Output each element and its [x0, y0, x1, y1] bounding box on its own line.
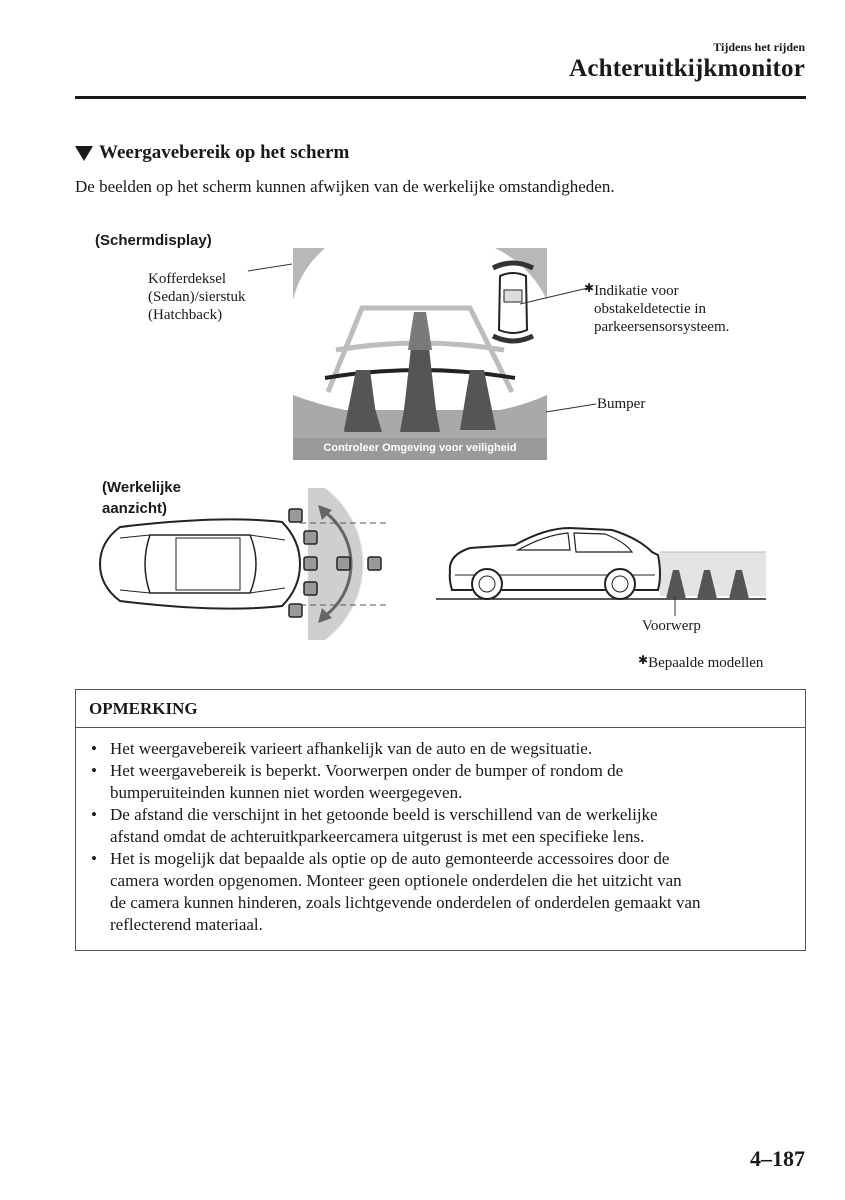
note-item: [89, 738, 795, 760]
intro-text: De beelden op het scherm kunnen afwijken van de werkelijke omstandigheden.: [75, 177, 615, 196]
page-number: 4–187: [750, 1146, 805, 1171]
note-item-line: Het is mogelijk dat bepaalde als optie op de auto gemonteerde accessoires door de: [110, 849, 670, 868]
callout-trunk: [148, 270, 245, 324]
callout-object: Voorwerp: [642, 618, 701, 634]
callout-sensor: [584, 282, 729, 336]
bullet-icon: •: [91, 739, 97, 758]
note-title: OPMERKING: [76, 690, 805, 728]
note-item: [89, 760, 795, 804]
note-item-line: de camera kunnen hinderen, zoals lichtgevende onderdelen of onderdelen gemaakt van: [110, 893, 701, 912]
callout-trunk-line-3: (Hatchback): [148, 307, 223, 323]
note-item-line: De afstand die verschijnt in het getoonde beeld is verschillend van de werkelijke: [110, 805, 658, 824]
bullet-icon: •: [91, 805, 97, 824]
note-item-line: camera worden opgenomen. Monteer geen optionele onderdelen die het uitzicht van: [110, 871, 682, 890]
screen-caption: Controleer Omgeving voor veiligheid: [323, 442, 517, 454]
note-list: [76, 728, 805, 936]
asterisk-mark: ✱: [584, 281, 595, 295]
actual-view-label: [102, 477, 181, 519]
footnote-asterisk: ✱: [638, 653, 649, 667]
actual-view-label-line-1: (Werkelijke: [102, 479, 181, 496]
callout-sensor-text-1: Indikatie voor: [594, 283, 679, 299]
note-item-line: Het weergavebereik is beperkt. Voorwerpen onder de bumper of rondom de: [110, 761, 624, 780]
callout-sensor-line-1: [584, 282, 729, 300]
actual-view-label-line-2: aanzicht): [102, 500, 168, 517]
callout-bumper: Bumper: [597, 396, 646, 412]
callout-line-bumper: [546, 404, 596, 412]
section-heading-text: Weergavebereik op het scherm: [99, 142, 350, 163]
callout-trunk-line-1: Kofferdeksel: [148, 271, 227, 287]
callout-trunk-line-2: (Sedan)/sierstuk: [148, 289, 246, 305]
note-item-line: Het weergavebereik varieert afhankelijk van de auto en de wegsituatie.: [110, 739, 593, 758]
callout-line-trunk: [248, 264, 292, 271]
note-item: [89, 848, 795, 936]
callout-sensor-line-2: obstakeldetectie in: [594, 301, 707, 317]
bullet-icon: •: [91, 849, 97, 868]
note-item-line: afstand omdat de achteruitkparkeercamera uitgerust is met een specifieke lens.: [110, 827, 645, 846]
bullet-icon: •: [91, 761, 97, 780]
chapter-title: Achteruitkijkmonitor: [569, 55, 805, 82]
note-box: [75, 689, 806, 951]
note-item-line: reflecterend materiaal.: [110, 915, 263, 934]
note-item: [89, 804, 795, 848]
side-view-car: [436, 528, 766, 599]
footnote-text: Bepaalde modellen: [648, 655, 764, 671]
section-label: Tijdens het rijden: [713, 40, 805, 54]
callout-sensor-line-3: parkeersensorsysteem.: [594, 319, 730, 335]
footnote: [638, 654, 763, 672]
screen-display-label: (Schermdisplay): [95, 232, 212, 249]
screen-display: [293, 248, 547, 460]
side-cone-icon: [666, 570, 749, 599]
note-item-line: bumperuiteinden kunnen niet worden weergegeven.: [110, 783, 463, 802]
